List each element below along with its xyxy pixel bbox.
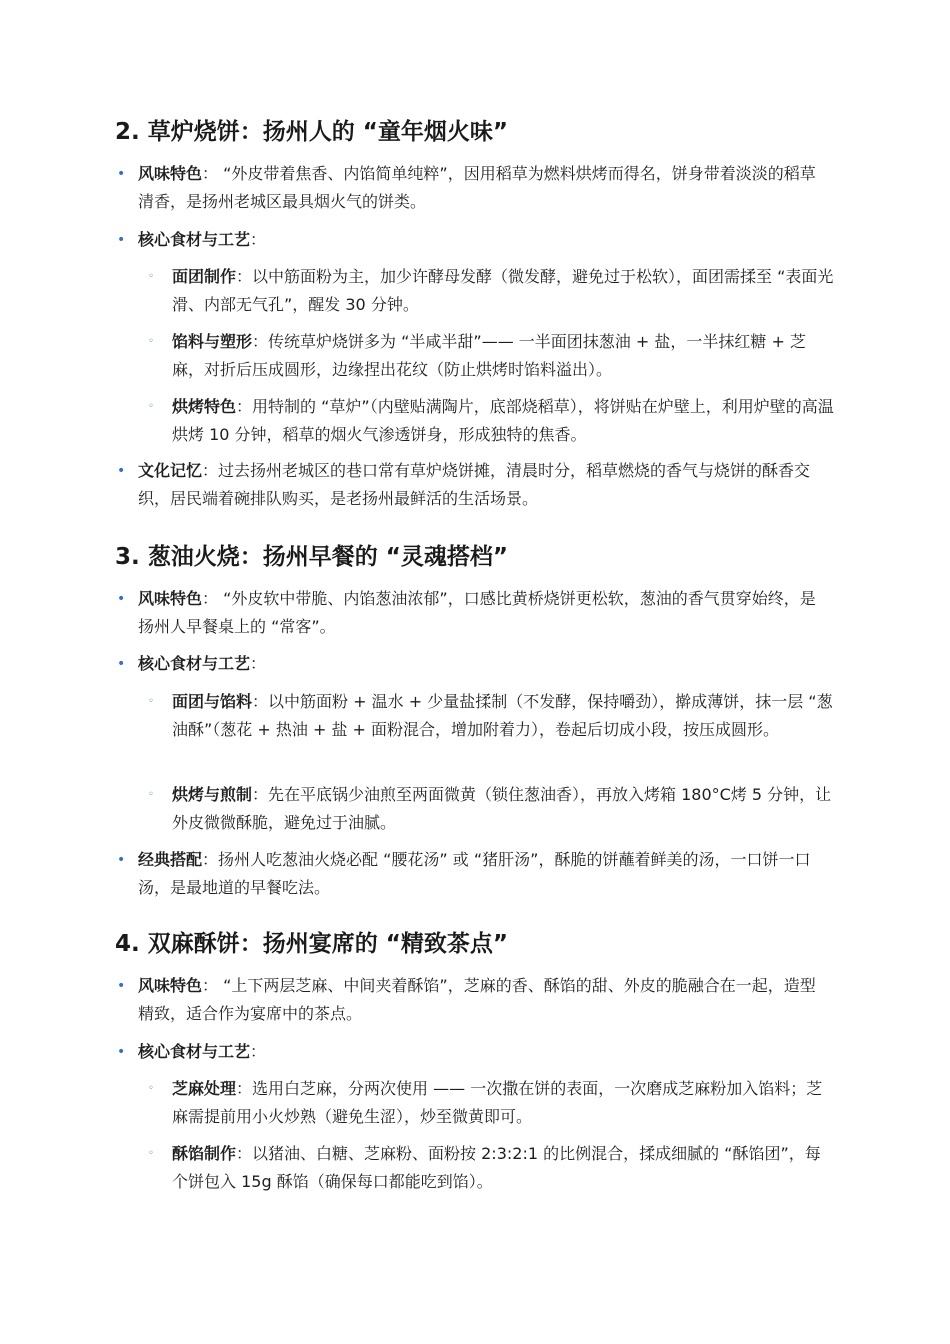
bullet-circle-icon: ◦	[148, 1148, 154, 1159]
section-title: 2. 草炉烧饼：扬州人的 “童年烟火味”	[115, 119, 508, 145]
item-label: 面团与馅料	[172, 692, 253, 711]
bullet-circle-icon: ◦	[148, 336, 154, 347]
item-text: 以猪油、白糖、芝麻粉、面粉按 2:3:2:1 的比例混合，揉成细腻的 “酥馅团”，每个饼包入 15g 酥馅（确保每口都能吃到馅）。	[172, 1144, 821, 1191]
item-sep: ：	[202, 976, 219, 995]
item-sep: ：	[250, 230, 267, 249]
item-sep: ：	[236, 397, 253, 416]
section-title: 3. 葱油火烧：扬州早餐的 “灵魂搭档”	[115, 544, 508, 570]
item-sep: ：	[252, 332, 269, 351]
item-text: 用特制的 “草炉”（内壁贴满陶片，底部烧稻草），将饼贴在炉壁上，利用炉壁的高温烘烤 10 分钟，稻草的烟火气渗透饼身，形成独特的焦香。	[172, 397, 834, 444]
bullet-dot-icon: •	[117, 1044, 126, 1060]
item-label: 烘烤与煎制	[172, 785, 253, 804]
item-label: 核心食材与工艺	[138, 654, 251, 673]
section-title: 4. 双麻酥饼：扬州宴席的 “精致茶点”	[115, 931, 508, 957]
bullet-dot-icon: •	[117, 656, 126, 672]
item-text: “上下两层芝麻、中间夹着酥馅”，芝麻的香、酥馅的甜、外皮的脆融合在一起，造型精致，适合作为宴席中的茶点。	[138, 976, 816, 1023]
bullet-circle-icon: ◦	[148, 271, 154, 282]
item-label: 芝麻处理	[172, 1079, 237, 1098]
item-sep: ：	[250, 1042, 267, 1061]
bullet-circle-icon: ◦	[148, 1083, 154, 1094]
bullet-dot-icon: •	[117, 852, 126, 868]
bullet-dot-icon: •	[117, 978, 126, 994]
item-text: “外皮软中带脆、内馅葱油浓郁”，口感比黄桥烧饼更松软，葱油的香气贯穿始终，是扬州人早餐桌上的 “常客”。	[138, 589, 816, 636]
bullet-circle-icon: ◦	[148, 789, 154, 800]
item-text: 传统草炉烧饼多为 “半咸半甜”—— 一半面团抹葱油 + 盐，一半抹红糖 + 芝麻，对折后压成圆形，边缘捏出花纹（防止烘烤时馅料溢出）。	[172, 332, 806, 379]
item-text: 以中筋面粉为主，加少许酵母发酵（微发酵，避免过于松软），面团需揉至 “表面光滑、内部无气孔”，醒发 30 分钟。	[172, 267, 834, 314]
item-label: 文化记忆	[138, 461, 203, 480]
item-sep: ：	[250, 654, 267, 673]
item-sep: ：	[236, 267, 253, 286]
item-text: 先在平底锅少油煎至两面微黄（锁住葱油香），再放入烤箱 180°C烤 5 分钟，让外皮微微酥脆，避免过于油腻。	[172, 785, 832, 832]
item-sep: ：	[236, 1079, 253, 1098]
item-label: 经典搭配	[138, 850, 203, 869]
item-sep: ：	[202, 164, 219, 183]
item-sep: ：	[202, 850, 219, 869]
item-text: “外皮带着焦香、内馅简单纯粹”，因用稻草为燃料烘烤而得名，饼身带着淡淡的稻草清香，是扬州老城区最具烟火气的饼类。	[138, 164, 816, 211]
item-sep: ：	[202, 589, 219, 608]
item-label: 烘烤特色	[172, 397, 237, 416]
item-label: 核心食材与工艺	[138, 1042, 251, 1061]
bullet-dot-icon: •	[117, 591, 126, 607]
bullet-circle-icon: ◦	[148, 401, 154, 412]
item-text: 以中筋面粉 + 温水 + 少量盐揉制（不发酵，保持嚼劲），擀成薄饼，抹一层 “葱油酥”（葱花 + 热油 + 盐 + 面粉混合，增加附着力），卷起后切成小段，按压成圆形。	[172, 692, 833, 739]
item-label: 酥馅制作	[172, 1144, 237, 1163]
item-label: 风味特色	[138, 976, 203, 995]
item-label: 面团制作	[172, 267, 237, 286]
item-text: 过去扬州老城区的巷口常有草炉烧饼摊，清晨时分，稻草燃烧的香气与烧饼的酥香交织，居民端着碗排队购买，是老扬州最鲜活的生活场景。	[138, 461, 811, 508]
item-sep: ：	[252, 692, 269, 711]
item-label: 风味特色	[138, 589, 203, 608]
item-label: 风味特色	[138, 164, 203, 183]
item-text: 扬州人吃葱油火烧必配 “腰花汤” 或 “猪肝汤”，酥脆的饼蘸着鲜美的汤，一口饼一口汤，是最地道的早餐吃法。	[138, 850, 811, 897]
bullet-dot-icon: •	[117, 232, 126, 248]
item-label: 馅料与塑形	[172, 332, 253, 351]
bullet-dot-icon: •	[117, 166, 126, 182]
bullet-circle-icon: ◦	[148, 696, 154, 707]
item-sep: ：	[236, 1144, 253, 1163]
item-sep: ：	[252, 785, 269, 804]
item-label: 核心食材与工艺	[138, 230, 251, 249]
bullet-dot-icon: •	[117, 463, 126, 479]
item-sep: ：	[202, 461, 219, 480]
item-text: 选用白芝麻，分两次使用 —— 一次撒在饼的表面，一次磨成芝麻粉加入馅料；芝麻需提前用小火炒熟（避免生涩），炒至微黄即可。	[172, 1079, 823, 1126]
